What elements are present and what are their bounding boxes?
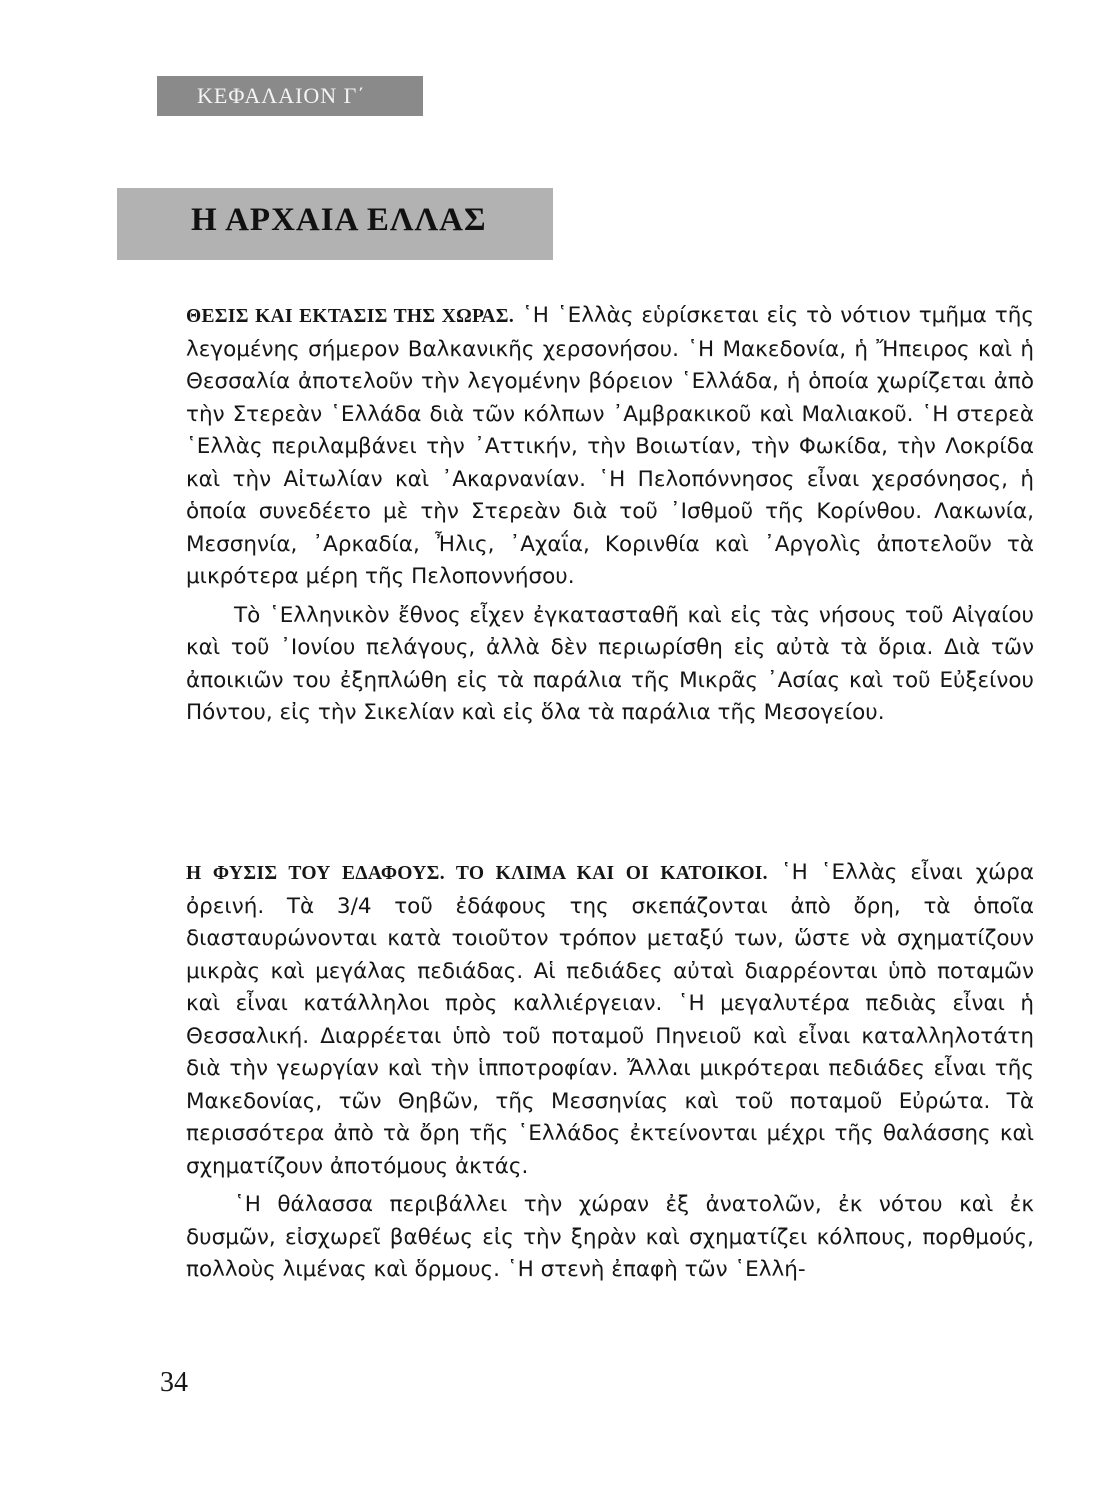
section1-paragraph1-text: ῾Η ῾Ελλὰς εὑρίσκεται εἰς τὸ νότιον τμῆμα τῆς λεγομένης σήμερον Βαλκανικῆς χερσονήσου. ῾Η Μακεδονία, ἡ Ἤπειρος καὶ ἡ Θεσσαλία ἀποτελοῦν τὴν λεγομένην βόρειον ῾Ελλάδα, ἡ ὁποία χωρίζεται ἀπὸ τὴν Στερεὰν ῾Ελλάδα διὰ τῶν κόλπων ᾿Αμβρακικοῦ καὶ Μαλιακοῦ. ῾Η στερεὰ ῾Ελλὰς περιλαμβάνει τὴν ᾿Αττικήν, τὴν Βοιωτίαν, τὴν Φωκίδα, τὴν Λοκρίδα καὶ τὴν Αἰτωλίαν καὶ ᾿Ακαρνανίαν. ῾Η Πελοπόννησος εἶναι χερσόνησος, ἡ ὁποία συνεδέετο μὲ τὴν Στερεὰν διὰ τοῦ ᾿Ισθμοῦ τῆς Κορίνθου. Λακωνία, Μεσσηνία, ᾿Αρκαδία, Ἦλις, ᾿Αχαΐα, Κορινθία καὶ ᾿Αργολὶς ἀποτελοῦν τὰ μικρότερα μέρη τῆς Πελοποννήσου. (186, 303, 1034, 589)
chapter-label: ΚΕΦΑΛΑΙΟΝ Γ΄ (157, 76, 423, 116)
section1-paragraph2: Τὸ ῾Ελληνικὸν ἔθνος εἶχεν ἐγκατασταθῆ καὶ εἰς τὰς νήσους τοῦ Αἰγαίου καὶ τοῦ ᾿Ιονίου πελάγους, ἀλλὰ δὲν περιωρίσθη εἰς αὐτὰ τὰ ὅρια. Διὰ τῶν ἀποικιῶν του ἐξηπλώθη εἰς τὰ παράλια τῆς Μικρᾶς ᾿Ασίας καὶ τοῦ Εὐξείνου Πόντου, εἰς τὴν Σικελίαν καὶ εἰς ὅλα τὰ παράλια τῆς Μεσογείου. (186, 602, 1034, 725)
section2-paragraph1 (186, 857, 1034, 1183)
section1-paragraph1 (186, 300, 1034, 594)
section2-paragraph2: ῾Η θάλασσα περιβάλλει τὴν χώραν ἐξ ἀνατολῶν, ἐκ νότου καὶ ἐκ δυσμῶν, εἰσχωρεῖ βαθέως εἰς τὴν ξηρὰν καὶ σχηματίζει κόλπους, πορθμούς, πολλοὺς λιμένας καὶ ὅρμους. ῾Η στενὴ ἐπαφὴ τῶν ῾Ελλή- (186, 1192, 1034, 1282)
section2-heading: Η ΦΥΣΙΣ ΤΟΥ ΕΔΑΦΟΥΣ. ΤΟ ΚΛΙΜΑ ΚΑΙ ΟΙ ΚΑΤΟΙΚΟΙ. (186, 863, 768, 884)
section-location-extent (186, 300, 1034, 730)
page-title: Η ΑΡΧΑΙΑ ΕΛΛΑΣ (191, 202, 487, 238)
title-block (117, 188, 553, 260)
page-number: 34 (160, 1367, 188, 1398)
section-terrain-climate (186, 857, 1034, 1287)
section1-heading: ΘΕΣΙΣ ΚΑΙ ΕΚΤΑΣΙΣ ΤΗΣ ΧΩΡΑΣ. (186, 306, 515, 327)
section2-paragraph1-text: ῾Η ῾Ελλὰς εἶναι χώρα ὀρεινή. Τὰ 3/4 τοῦ ἐδάφους της σκεπάζονται ἀπὸ ὄρη, τὰ ὁποῖα διασταυρώνονται κατὰ τοιοῦτον τρόπον μεταξύ των, ὥστε νὰ σχηματίζουν μικρὰς καὶ μεγάλας πεδιάδας. Αἱ πεδιάδες αὐταὶ διαρρέονται ὑπὸ ποταμῶν καὶ εἶναι κατάλληλοι πρὸς καλλιέργειαν. ῾Η μεγαλυτέρα πεδιὰς εἶναι ἡ Θεσσαλική. Διαρρέεται ὑπὸ τοῦ ποταμοῦ Πηνειοῦ καὶ εἶναι καταλληλοτάτη διὰ τὴν γεωργίαν καὶ τὴν ἱπποτροφίαν. Ἄλλαι μικρότεραι πεδιάδες εἶναι τῆς Μακεδονίας, τῶν Θηβῶν, τῆς Μεσσηνίας καὶ τοῦ ποταμοῦ Εὐρώτα. Τὰ περισσότερα ἀπὸ τὰ ὄρη τῆς ῾Ελλάδος ἐκτείνονται μέχρι τῆς θαλάσσης καὶ σχηματίζουν ἀποτόμους ἀκτάς. (186, 860, 1034, 1179)
